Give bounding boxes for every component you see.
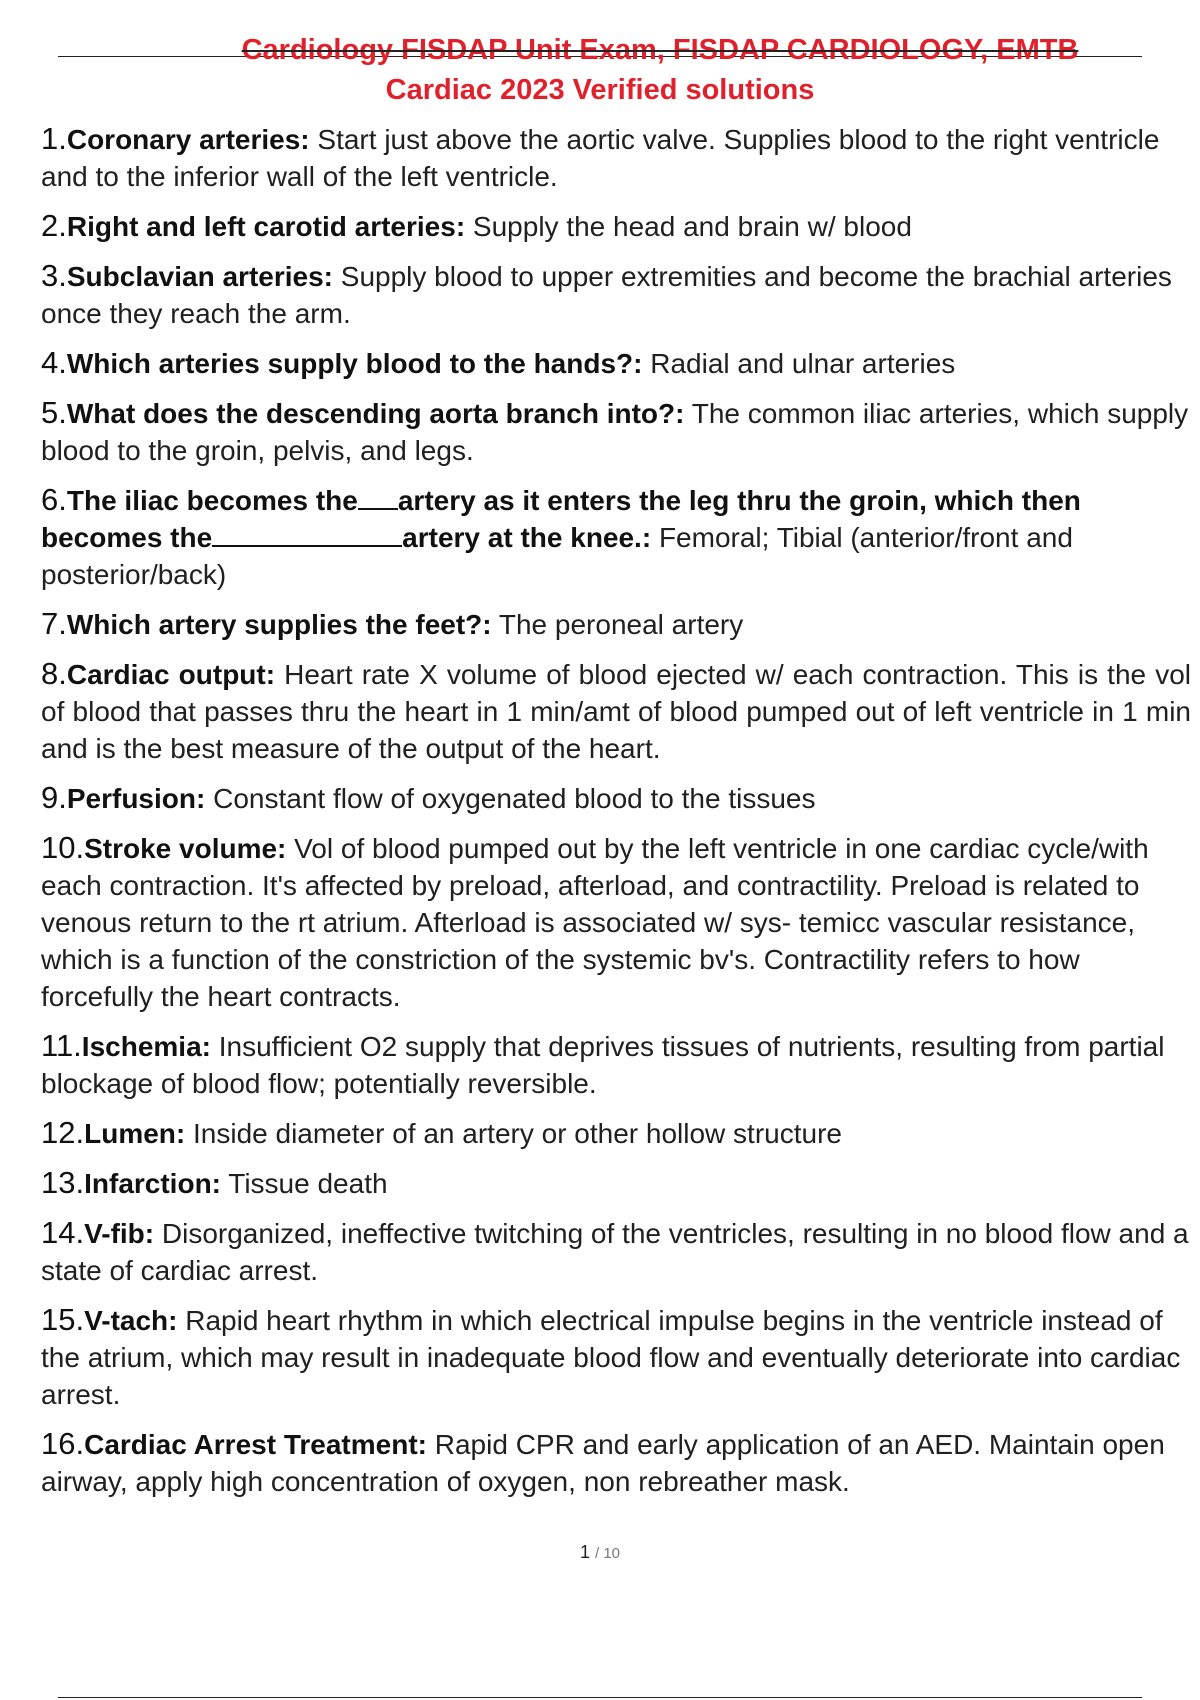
item-number: 13.	[41, 1165, 85, 1200]
item-number: 1.	[41, 121, 67, 156]
item-term: V-fib:	[84, 1218, 155, 1249]
list-item-14	[41, 1214, 1191, 1289]
item-term: Infarction:	[84, 1168, 221, 1199]
item-number: 15.	[41, 1302, 85, 1337]
item-number: 7.	[41, 606, 67, 641]
item-number: 14.	[41, 1215, 85, 1250]
item-answer: Constant flow of oxygenated blood to the tissues	[205, 783, 816, 814]
item-number: 9.	[41, 780, 67, 815]
item-term: What does the descending aorta branch into?:	[66, 398, 685, 429]
item-term: Ischemia:	[81, 1031, 211, 1062]
list-item-3	[41, 257, 1191, 332]
item-term: Stroke volume:	[84, 833, 287, 864]
list-item-7	[41, 605, 1191, 643]
item-number: 3.	[41, 258, 67, 293]
item-answer: Radial and ulnar arteries	[642, 348, 956, 379]
item-term: Cardiac output:	[66, 659, 276, 690]
item-number: 2.	[41, 208, 67, 243]
item-term: Coronary arteries:	[66, 124, 310, 155]
fill-in-blank	[212, 523, 402, 547]
list-item-12	[41, 1114, 1191, 1152]
page-number	[0, 1542, 1200, 1563]
item-answer: Rapid heart rhythm in which electrical impulse begins in the ventricle instead of the atrium, which may result in inadequate blood flow and eventually deteriorate into cardiac arrest.	[41, 1305, 1181, 1410]
page-total: / 10	[595, 1545, 621, 1562]
list-item-8	[41, 655, 1191, 767]
item-term: Which arteries supply blood to the hands?:	[66, 348, 643, 379]
title-line-2: Cardiac 2023 Verified solutions	[385, 74, 815, 106]
item-answer: Start just above the aortic valve. Supplies blood to the right ventricle and to the inferior wall of the left ventricle.	[41, 124, 1160, 192]
list-item-10	[41, 829, 1191, 1015]
list-item-15	[41, 1301, 1191, 1413]
list-item-2	[41, 207, 1191, 245]
item-term-part-c: artery at the knee.:	[402, 522, 652, 553]
item-term: Which artery supplies the feet?:	[66, 609, 492, 640]
qa-list	[41, 120, 1191, 1512]
item-answer: The peroneal artery	[491, 609, 744, 640]
item-number: 5.	[41, 395, 67, 430]
title-line-1: Cardiology FISDAP Unit Exam, FISDAP CARDIOLOGY, EMTB	[241, 34, 1079, 66]
list-item-9	[41, 779, 1191, 817]
item-answer: The common iliac arteries, which supply blood to the groin, pelvis, and legs.	[41, 398, 1189, 466]
item-term: V-tach:	[84, 1305, 178, 1336]
item-answer: Femoral; Tibial (anterior/front and posterior/back)	[41, 522, 1073, 590]
item-answer: Disorganized, ineffective twitching of the ventricles, resulting in no blood flow and a state of cardiac arrest.	[41, 1218, 1189, 1286]
item-number: 8.	[41, 656, 67, 691]
item-answer: Tissue death	[221, 1168, 388, 1199]
bottom-rule	[58, 1697, 1142, 1698]
item-number: 10.	[41, 830, 85, 865]
list-item-1	[41, 120, 1191, 195]
list-item-11	[41, 1027, 1191, 1102]
document-title	[0, 30, 1200, 110]
item-term: Subclavian arteries:	[66, 261, 333, 292]
item-term-part-a: The iliac becomes the	[66, 485, 358, 516]
item-term: Right and left carotid arteries:	[66, 211, 466, 242]
item-term: Perfusion:	[66, 783, 206, 814]
item-term: Lumen:	[84, 1118, 186, 1149]
list-item-5	[41, 394, 1191, 469]
item-number: 12.	[41, 1115, 85, 1150]
item-answer: Inside diameter of an artery or other hollow structure	[185, 1118, 842, 1149]
list-item-4	[41, 344, 1191, 382]
item-number: 6.	[41, 482, 67, 517]
item-number: 11.	[41, 1028, 82, 1063]
item-answer: Vol of blood pumped out by the left ventricle in one cardiac cycle/with each contraction. It's affected by preload, afterload, and contractility. Preload is related to venous return to the rt atrium. Afterload is associated w/ sys- temicc vascular resistance, which is a function of the constriction of the systemic bv's. Contractility refers to how forcefully the heart contracts.	[41, 833, 1149, 1012]
item-term-part-b: artery as it enters the leg thru the groin, which then becomes the	[41, 485, 1081, 553]
item-term: Cardiac Arrest Treatment:	[84, 1429, 427, 1460]
item-answer: Supply the head and brain w/ blood	[465, 211, 912, 242]
item-number: 16.	[41, 1426, 85, 1461]
page-current: 1	[579, 1542, 590, 1562]
list-item-6	[41, 481, 1191, 593]
fill-in-blank	[358, 486, 398, 510]
item-answer: Insufficient O2 supply that deprives tissues of nutrients, resulting from partial blockage of blood flow; potentially reversible.	[41, 1031, 1165, 1099]
item-answer: Rapid CPR and early application of an AED. Maintain open airway, apply high concentration of oxygen, non rebreather mask.	[41, 1429, 1165, 1497]
item-answer: Supply blood to upper extremities and become the brachial arteries once they reach the arm.	[41, 261, 1172, 329]
list-item-16	[41, 1425, 1191, 1500]
item-answer: Heart rate X volume of blood ejected w/ each contraction. This is the vol of blood that passes thru the heart in 1 min/amt of blood pumped out of left ventricle in 1 min and is the best measure of the output of the heart.	[41, 659, 1191, 764]
item-number: 4.	[41, 345, 67, 380]
list-item-13	[41, 1164, 1191, 1202]
